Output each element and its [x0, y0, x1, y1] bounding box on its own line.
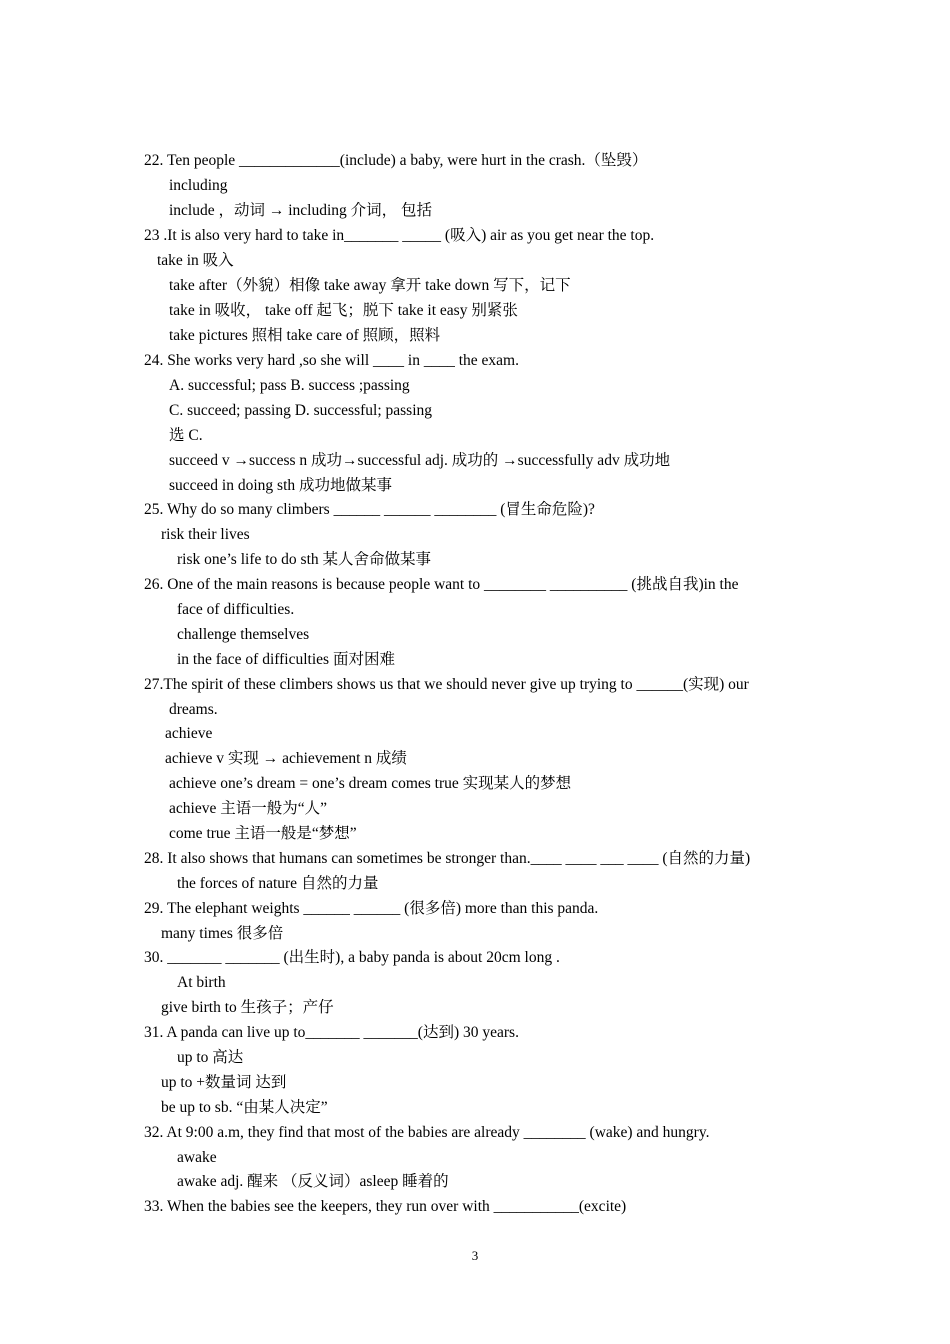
answer-32: awake: [177, 1149, 217, 1166]
question-33: 33. When the babies see the keepers, they run over with ___________(excite): [144, 1198, 627, 1215]
note-27-3: achieve 主语一般为“人”: [169, 800, 327, 817]
answer-31: up to 高达: [177, 1049, 244, 1066]
question-26: 26. One of the main reasons is because people want to ________ __________ (挑战自我)in the: [144, 576, 739, 593]
answer-24: 选 C.: [169, 427, 203, 444]
question-28: 28. It also shows that humans can sometimes be stronger than.____ ____ ___ ____ (自然的力量): [144, 850, 751, 867]
question-32: 32. At 9:00 a.m, they find that most of the babies are already ________ (wake) and hungry.: [144, 1124, 710, 1141]
options-24-cd: C. succeed; passing D. successful; passing: [169, 402, 433, 419]
answer-22: including: [169, 177, 228, 194]
question-27-cont: dreams.: [169, 701, 218, 718]
note-24-2: succeed in doing sth 成功地做某事: [169, 477, 393, 494]
note-30: give birth to 生孩子；产仔: [161, 999, 334, 1016]
note-32: awake adj. 醒来 （反义词）asleep 睡着的: [177, 1173, 449, 1190]
note-23-1: take after（外貌）相像 take away 拿开 take down 写下，记下: [169, 277, 571, 294]
answer-23: take in 吸入: [157, 252, 234, 269]
note-31-1: up to +数量词 达到: [161, 1074, 287, 1091]
note-31-2: be up to sb. “由某人决定”: [161, 1099, 328, 1116]
note-27-4: come true 主语一般是“梦想”: [169, 825, 357, 842]
note-23-3: take pictures 照相 take care of 照顾，照料: [169, 327, 441, 344]
note-23-2: take in 吸收， take off 起飞；脱下 take it easy 别紧张: [169, 302, 518, 319]
answer-26: challenge themselves: [177, 626, 310, 643]
question-23: 23 .It is also very hard to take in_______ _____ (吸入) air as you get near the top.: [144, 227, 655, 244]
note-24-1: succeed v →success n 成功→successful adj. 成功的 →successfully adv 成功地: [169, 452, 671, 469]
question-29: 29. The elephant weights ______ ______ (很多倍) more than this panda.: [144, 900, 599, 917]
question-25: 25. Why do so many climbers ______ ______ ________ (冒生命危险)?: [144, 501, 595, 518]
question-26-cont: face of difficulties.: [177, 601, 295, 618]
question-22: 22. Ten people _____________(include) a baby, were hurt in the crash.（坠毁）: [144, 152, 648, 169]
question-27: 27.The spirit of these climbers shows us that we should never give up trying to ______(实现) our: [144, 676, 749, 693]
question-31: 31. A panda can live up to_______ _______(达到) 30 years.: [144, 1024, 519, 1041]
note-27-2: achieve one’s dream = one’s dream comes true 实现某人的梦想: [169, 775, 572, 792]
note-27-1: achieve v 实现 → achievement n 成绩: [165, 750, 407, 767]
answer-29: many times 很多倍: [161, 925, 284, 942]
note-26: in the face of difficulties 面对困难: [177, 651, 395, 668]
question-30: 30. _______ _______ (出生时), a baby panda is about 20cm long .: [144, 949, 560, 966]
answer-28: the forces of nature 自然的力量: [177, 875, 379, 892]
question-24: 24. She works very hard ,so she will ____ in ____ the exam.: [144, 352, 519, 369]
page-number: 3: [471, 1248, 479, 1263]
note-25: risk one’s life to do sth 某人舍命做某事: [177, 551, 432, 568]
options-24-ab: A. successful; pass B. success ;passing: [169, 377, 410, 394]
note-22: include ，动词 → including 介词， 包括: [169, 202, 433, 219]
answer-25: risk their lives: [161, 526, 250, 543]
answer-30: At birth: [177, 974, 226, 991]
answer-27: achieve: [165, 725, 213, 742]
